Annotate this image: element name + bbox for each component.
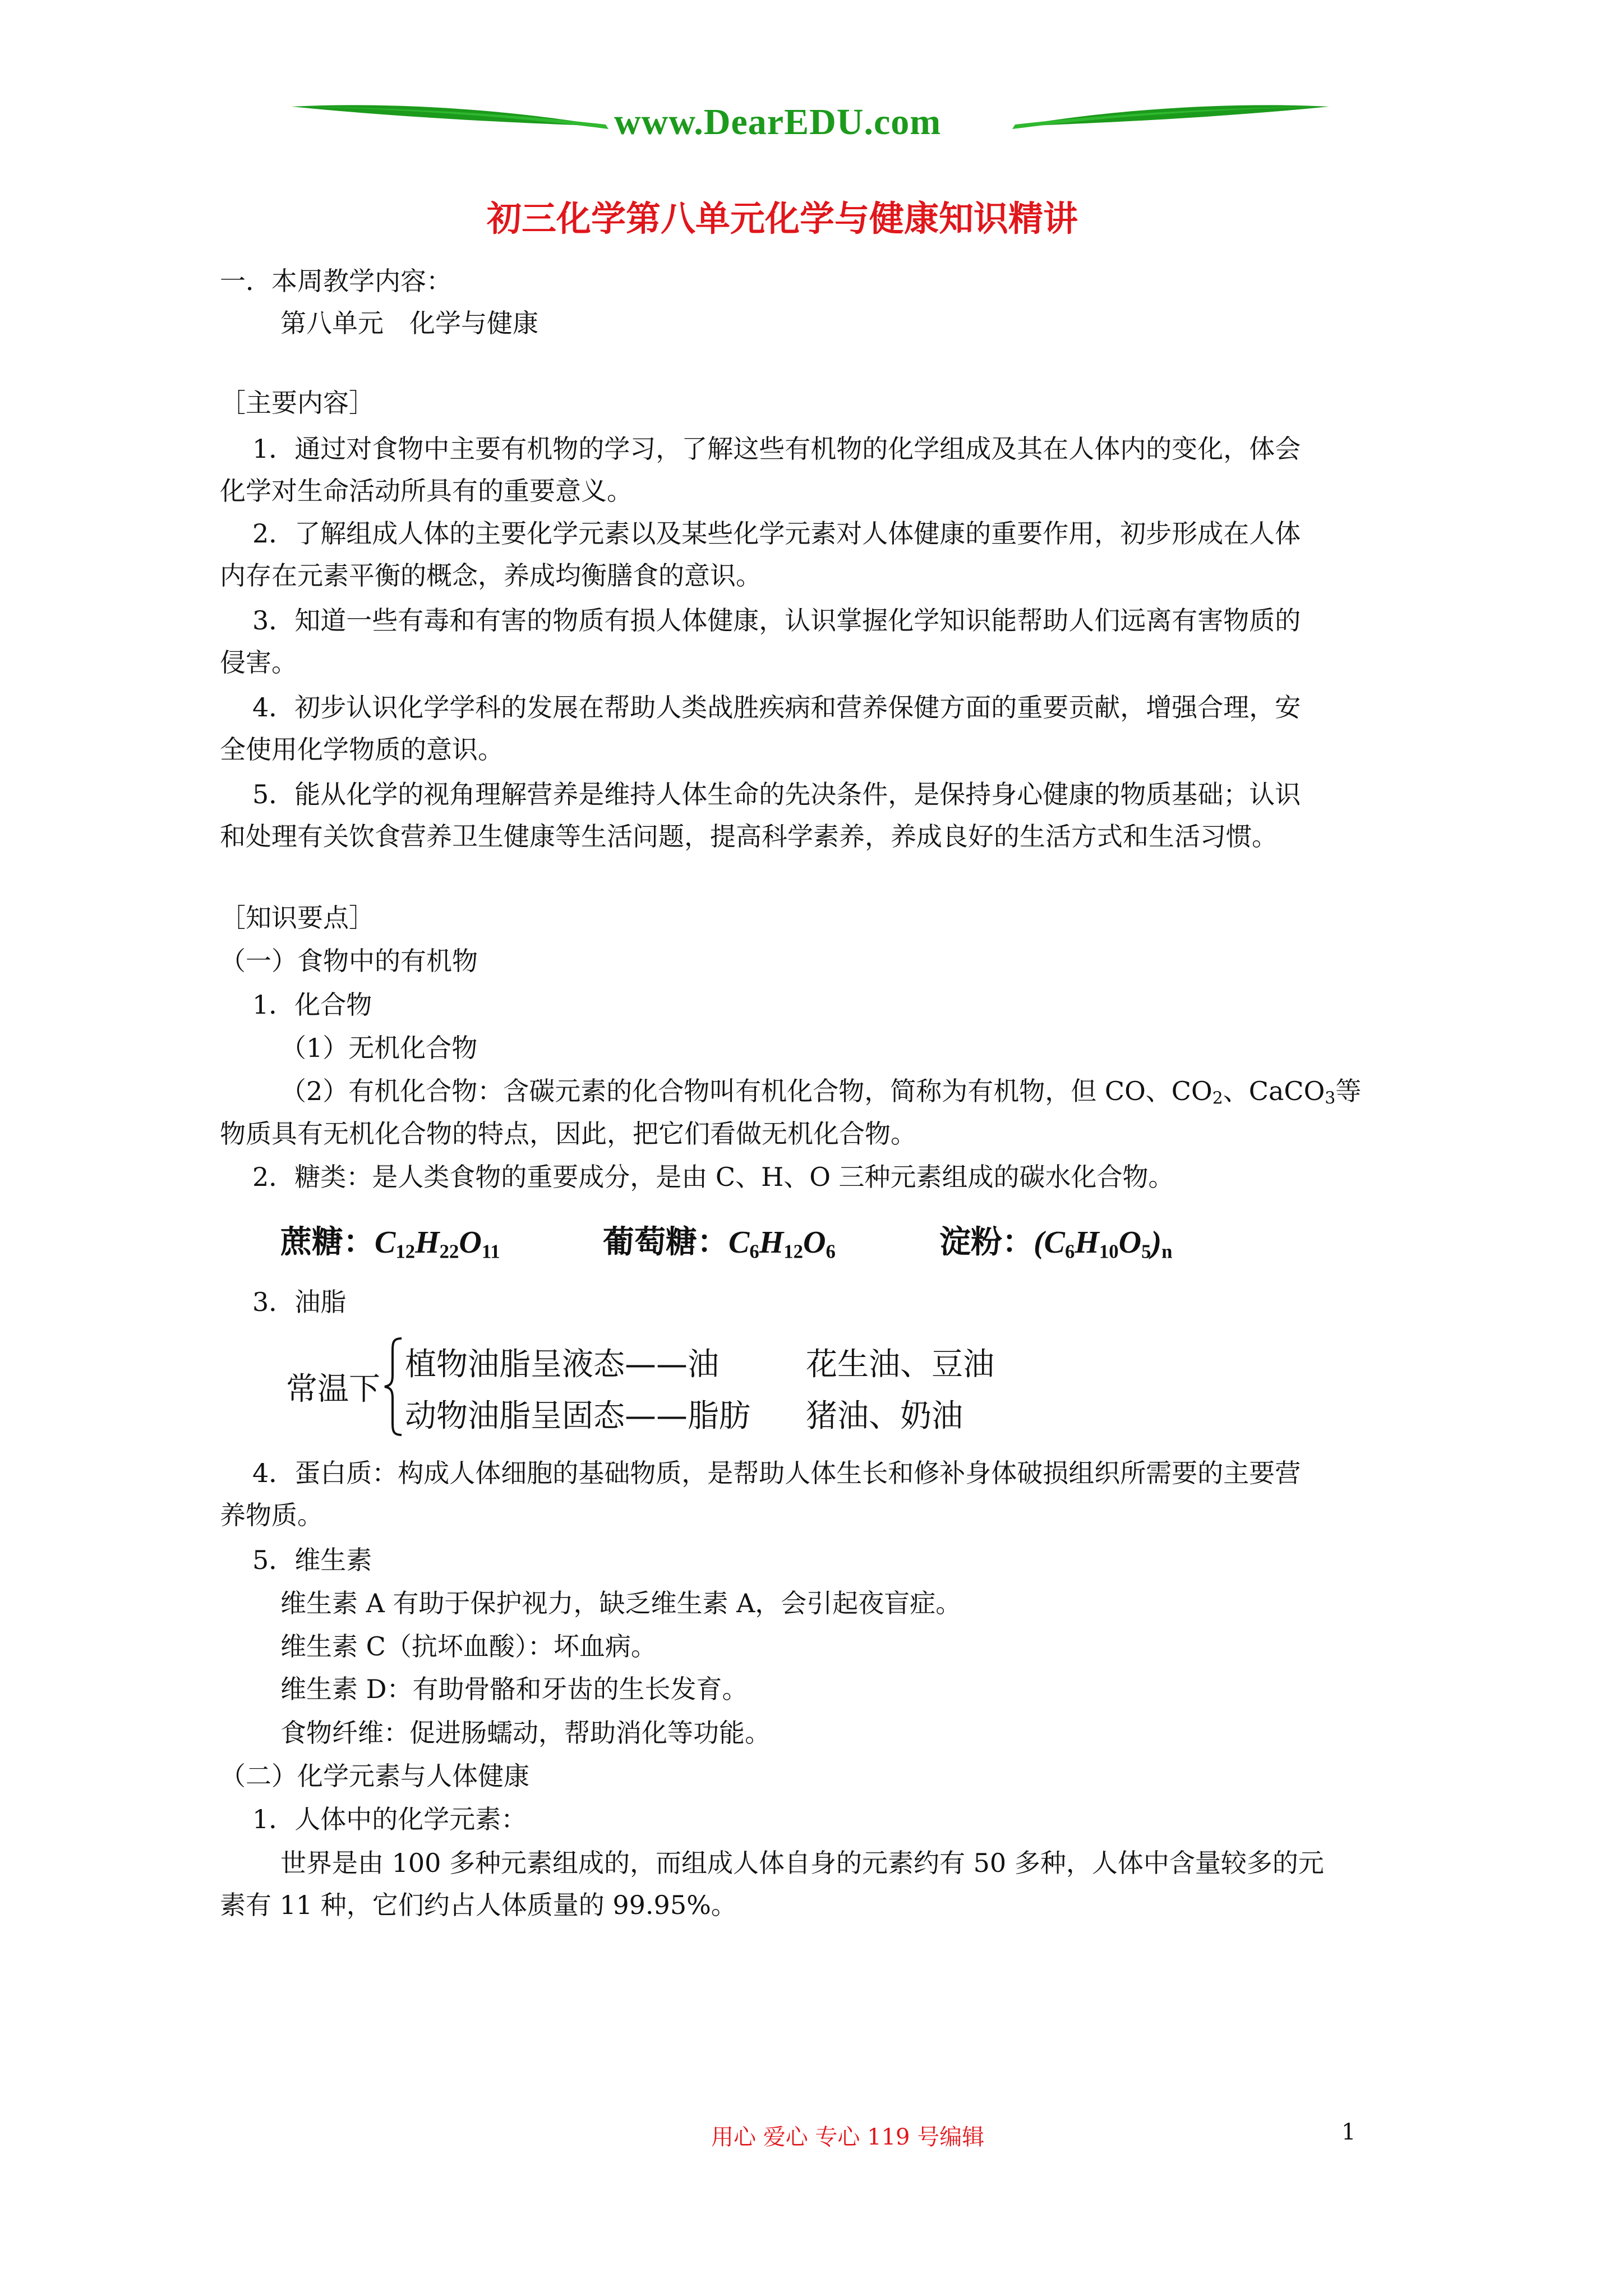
- vitamin-line: 维生素 D：有助骨骼和牙齿的生长发育。: [280, 1674, 748, 1704]
- site-logo-text: www.DearEDU.com: [614, 102, 942, 142]
- content-line: 素有 11 种，它们约占人体质量的 99.95%。: [220, 1890, 737, 1920]
- content-line: 4．蛋白质：构成人体细胞的基础物质，是帮助人体生长和修补身体破损组织所需要的主要营: [252, 1458, 1301, 1488]
- vitamin-line: 维生素 A 有助于保护视力，缺乏维生素 A，会引起夜盲症。: [280, 1588, 962, 1618]
- curly-brace-icon: [382, 1336, 405, 1437]
- content-line: 内存在元素平衡的概念，养成均衡膳食的意识。: [220, 560, 762, 591]
- section-heading: 一．本周教学内容：: [220, 266, 452, 296]
- content-line: 1．通过对食物中主要有机物的学习，了解这些有机物的化学组成及其在人体内的变化，体会: [252, 434, 1301, 464]
- fats-row-animal-example: 猪油、奶油: [806, 1398, 963, 1434]
- content-line: 和处理有关饮食营养卫生健康等生活问题，提高科学素养，养成良好的生活方式和生活习惯。: [220, 821, 1278, 852]
- fats-label: 常温下: [286, 1371, 380, 1407]
- part-heading: （二）化学元素与人体健康: [220, 1761, 529, 1791]
- content-line: 化学对生命活动所具有的重要意义。: [220, 476, 633, 506]
- fats-row-animal: 动物油脂呈固态——脂肪: [405, 1398, 750, 1434]
- vitamin-line: 维生素 C（抗坏血酸）：坏血病。: [280, 1631, 657, 1662]
- section-subheading: 第八单元 化学与健康: [280, 308, 538, 338]
- fats-row-plant: 植物油脂呈液态——油: [405, 1346, 719, 1383]
- content-line: 全使用化学物质的意识。: [220, 734, 504, 765]
- content-line: 5．能从化学的视角理解营养是维持人体生命的先决条件，是保持身心健康的物质基础；认识: [252, 779, 1301, 809]
- content-line: 2．了解组成人体的主要化学元素以及某些化学元素对人体健康的重要作用，初步形成在人体: [252, 518, 1301, 549]
- main-content-heading: ［主要内容］: [220, 388, 375, 418]
- content-line: 物质具有无机化合物的特点，因此，把它们看做无机化合物。: [220, 1119, 916, 1149]
- content-line: 养物质。: [220, 1500, 323, 1530]
- glucose-formula: 葡萄糖：$C_6H_{12}O_6$: [603, 1223, 836, 1263]
- knowledge-heading: ［知识要点］: [220, 903, 375, 933]
- sub-item-organic: （2）有机化合物：含碳元素的化合物叫有机化合物，简称为有机物，但 CO、CO2、CaCO3等: [280, 1076, 1362, 1108]
- vitamin-line: 食物纤维：促进肠蠕动，帮助消化等功能。: [280, 1718, 771, 1748]
- page-number: 1: [1341, 2119, 1356, 2145]
- fats-row-plant-example: 花生油、豆油: [806, 1346, 994, 1383]
- content-line: 世界是由 100 多种元素组成的，而组成人体自身的元素约有 50 多种，人体中含量较多的元: [280, 1848, 1324, 1878]
- item-heading: 3．油脂: [252, 1287, 347, 1317]
- item-heading: 2．糖类：是人类食物的重要成分，是由 C、H、O 三种元素组成的碳水化合物。: [252, 1162, 1174, 1192]
- footer-credit: 用心 爱心 专心 119 号编辑: [711, 2124, 985, 2150]
- content-line: 4．初步认识化学学科的发展在帮助人类战胜疾病和营养保健方面的重要贡献，增强合理，安: [252, 692, 1301, 723]
- part-heading: （一）食物中的有机物: [220, 946, 478, 976]
- item-heading: 5．维生素: [252, 1545, 372, 1575]
- page-title: 初三化学第八单元化学与健康知识精讲: [487, 198, 1078, 239]
- item-heading: 1．人体中的化学元素：: [252, 1804, 527, 1834]
- starch-formula: 淀粉：$(C_6H_{10}O_5)_n$: [939, 1223, 1173, 1263]
- sucrose-formula: 蔗糖：$C_{12}H_{22}O_{11}$: [280, 1223, 500, 1263]
- content-line: 3．知道一些有毒和有害的物质有损人体健康，认识掌握化学知识能帮助人们远离有害物质的: [252, 605, 1301, 636]
- content-line: 侵害。: [220, 647, 297, 678]
- item-heading: 1．化合物: [252, 990, 372, 1020]
- sub-item: （1）无机化合物: [280, 1033, 478, 1063]
